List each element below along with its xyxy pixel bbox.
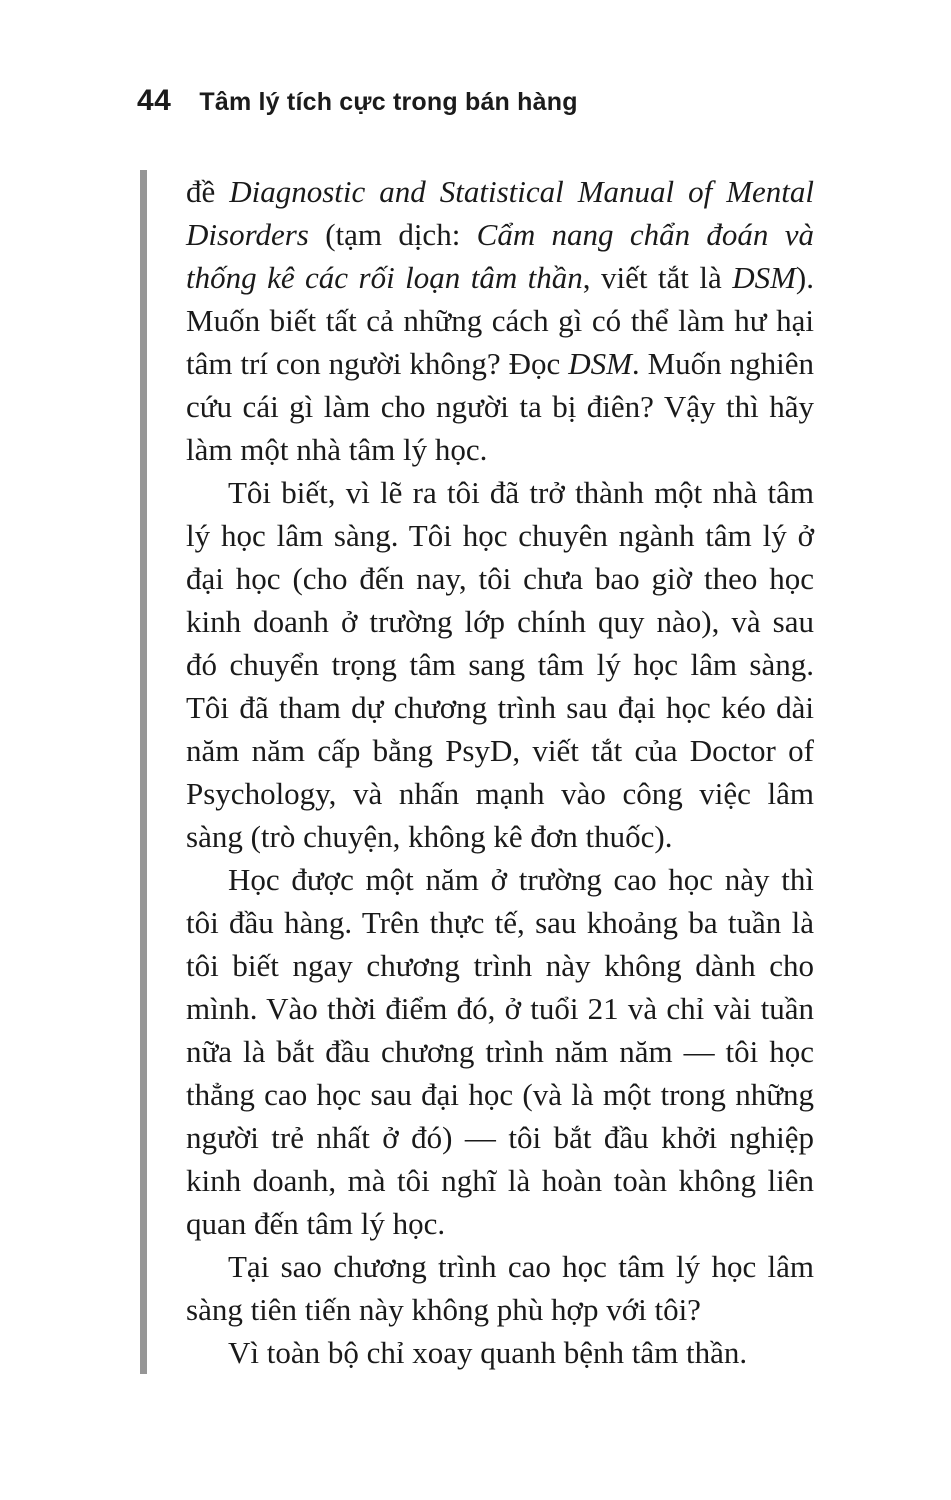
italic-text-segment: DSM	[732, 260, 796, 295]
paragraph	[186, 858, 814, 1245]
page-number: 44	[137, 84, 172, 117]
paragraph	[186, 1331, 814, 1374]
text-segment: Tôi biết, vì lẽ ra tôi đã trở thành một nhà tâm lý học lâm sàng. Tôi học chuyên ngành tâm lý ở đại học (cho đến nay, tôi chưa bao giờ theo học kinh doanh ở trường lớp chính quy nào), và sau đó chuyển trọng tâm sang tâm lý học lâm sàng. Tôi đã tham dự chương trình sau đại học kéo dài năm năm cấp bằng PsyD, viết tắt của Doctor of Psychology, và nhấn mạnh vào công việc lâm sàng (trò chuyện, không kê đơn thuốc).	[186, 475, 814, 854]
italic-text-segment: Cẩm nang chẩn đoán và thống kê các rối loạn tâm thần	[186, 217, 814, 295]
page-header	[137, 84, 578, 118]
paragraph	[186, 471, 814, 858]
running-title: Tâm lý tích cực trong bán hàng	[199, 88, 578, 116]
text-segment: (tạm dịch:	[308, 217, 477, 252]
text-segment: Vì toàn bộ chỉ xoay quanh bệnh tâm thần.	[228, 1335, 748, 1370]
text-segment: , viết tắt là	[582, 260, 733, 295]
italic-text-segment: Diagnostic and Statistical Manual of Mental Disorders	[186, 174, 814, 252]
paragraph	[186, 170, 814, 471]
paragraph	[186, 1245, 814, 1331]
text-segment: . Muốn nghiên cứu cái gì làm cho người ta bị điên? Vậy thì hãy làm một nhà tâm lý học.	[186, 346, 815, 467]
text-segment: Học được một năm ở trường cao học này thì tôi đầu hàng. Trên thực tế, sau khoảng ba tuần là tôi biết ngay chương trình này không dành cho mình. Vào thời điểm đó, ở tuổi 21 và chỉ vài tuần nữa là bắt đầu chương trình năm năm — tôi học thẳng cao học sau đại học (và là một trong những người trẻ nhất ở đó) — tôi bắt đầu khởi nghiệp kinh doanh, mà tôi nghĩ là hoàn toàn không liên quan đến tâm lý học.	[186, 862, 814, 1241]
italic-text-segment: DSM	[568, 346, 632, 381]
quote-block	[140, 170, 814, 1374]
text-segment: Tại sao chương trình cao học tâm lý học lâm sàng tiên tiến này không phù hợp với tôi?	[186, 1249, 814, 1327]
quote-text	[186, 170, 814, 1374]
text-segment: ). Muốn biết tất cả những cách gì có thể làm hư hại tâm trí con người không? Đọc	[186, 260, 814, 381]
quote-bar	[140, 170, 147, 1374]
text-segment: đề	[186, 174, 230, 209]
